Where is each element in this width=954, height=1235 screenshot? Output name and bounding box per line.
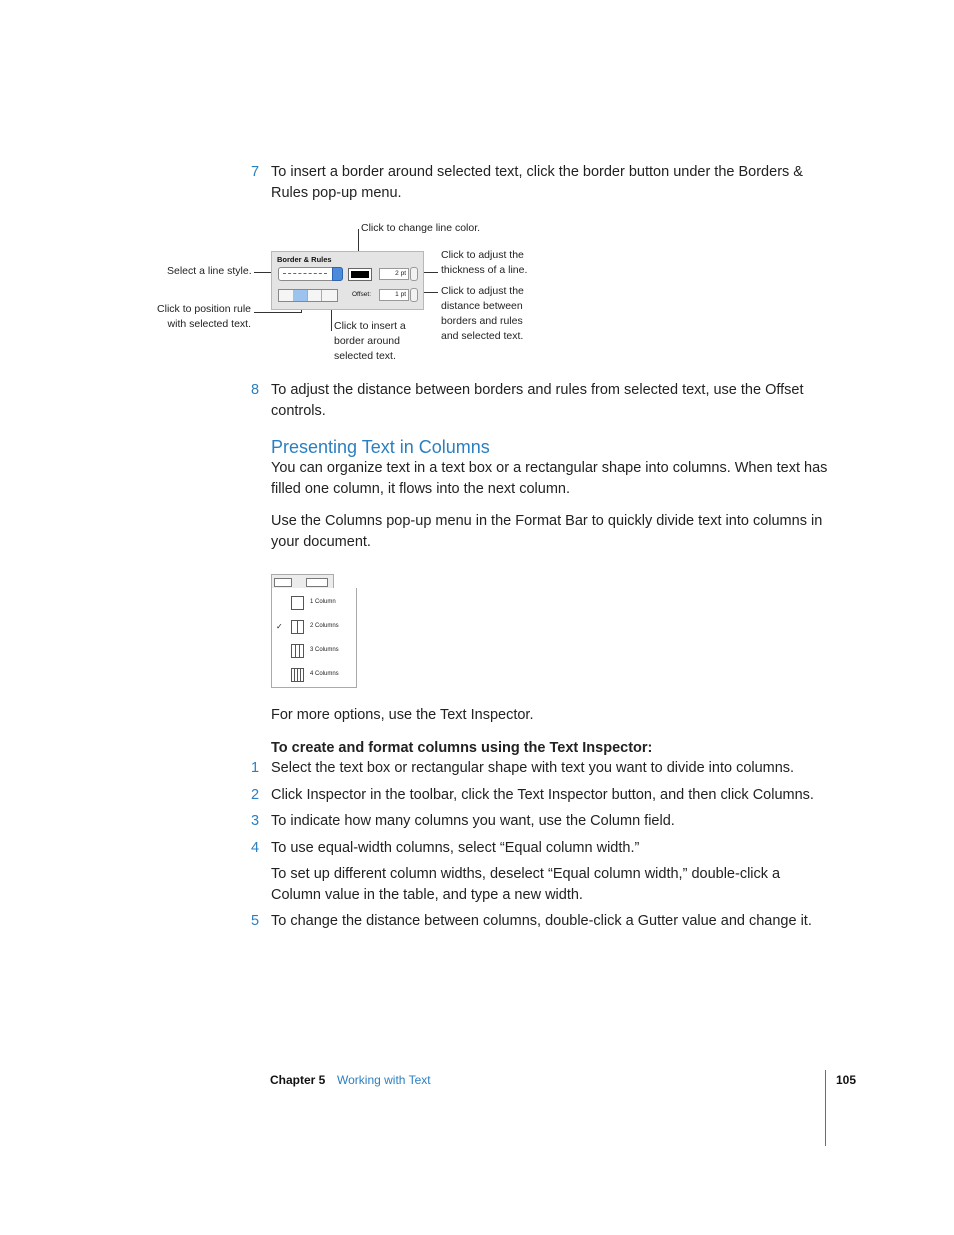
menu-item-2-columns[interactable] xyxy=(272,617,356,637)
callout-line: Click to adjust the xyxy=(441,285,524,297)
paragraph: Use the Columns pop-up menu in the Format Bar to quickly divide text into columns in your document. xyxy=(271,513,823,550)
thickness-stepper[interactable] xyxy=(410,267,418,281)
list-popup-button[interactable] xyxy=(306,578,328,587)
thickness-field[interactable]: 2 pt xyxy=(379,268,409,280)
menu-item-label: 3 Columns xyxy=(310,647,339,653)
callout-line: distance between xyxy=(441,300,523,312)
columns-popup-button[interactable] xyxy=(274,578,292,587)
offset-stepper[interactable] xyxy=(410,288,418,302)
callout-line: with selected text. xyxy=(167,318,251,330)
rule-bottom-button[interactable] xyxy=(307,290,322,301)
callout-line: borders and rules xyxy=(441,315,523,327)
step-text: Select the text box or rectangular shape with text you want to divide into columns. xyxy=(271,760,795,776)
line-color-well[interactable] xyxy=(348,268,372,281)
paragraph: For more options, use the Text Inspector. xyxy=(271,707,534,723)
menu-item-label: 1 Column xyxy=(310,599,336,605)
offset-field[interactable]: 1 pt xyxy=(379,289,409,301)
step-number: 7 xyxy=(251,164,260,180)
border-box-button[interactable] xyxy=(321,290,335,301)
menu-item-label: 4 Columns xyxy=(310,671,339,677)
step-number: 5 xyxy=(251,913,260,929)
callout-line: selected text. xyxy=(334,350,396,362)
border-rules-panel xyxy=(271,251,424,310)
step-number: 2 xyxy=(251,787,260,803)
step-text: Click Inspector in the toolbar, click the Text Inspector button, and then click Columns. xyxy=(271,787,814,803)
paragraph: You can organize text in a text box or a rectangular shape into columns. When text has filled one column, it flows into the next column. xyxy=(271,460,828,497)
section-heading: Presenting Text in Columns xyxy=(271,437,490,457)
footer-chapter: Chapter 5 xyxy=(270,1073,326,1087)
checkmark-icon: ✓ xyxy=(276,622,283,631)
step-text: To insert a border around selected text, click the border button under the Borders & Rules pop-up menu. xyxy=(271,164,803,201)
callout-line: Click to insert a xyxy=(334,320,406,332)
line-style-popup[interactable] xyxy=(278,267,343,281)
step-number: 3 xyxy=(251,813,260,829)
columns-menu xyxy=(271,588,357,688)
rule-position-buttons xyxy=(278,289,338,302)
offset-label: Offset: xyxy=(352,291,372,298)
procedure-title: To create and format columns using the Text Inspector: xyxy=(271,740,653,756)
step-note: To set up different column widths, deselect “Equal column width,” double-click a Column value in the table, and type a new width. xyxy=(271,866,781,903)
four-columns-icon xyxy=(291,668,304,682)
rule-middle-button[interactable] xyxy=(293,290,308,301)
three-columns-icon xyxy=(291,644,304,658)
menu-item-3-columns[interactable] xyxy=(272,641,356,661)
menu-item-label: 2 Columns xyxy=(310,623,339,629)
footer-chapter-title: Working with Text xyxy=(337,1073,431,1087)
step-text: To change the distance between columns, double-click a Gutter value and change it. xyxy=(271,913,812,929)
callout-line: Click to adjust the xyxy=(441,249,524,261)
rule-top-button[interactable] xyxy=(279,290,294,301)
page-number: 105 xyxy=(836,1073,857,1087)
step-text: To adjust the distance between borders and rules from selected text, use the Offset controls. xyxy=(271,382,804,419)
callout-line: thickness of a line. xyxy=(441,264,528,276)
callout-insert-border xyxy=(334,319,406,364)
step-text: To indicate how many columns you want, use the Column field. xyxy=(271,813,675,829)
step-number: 8 xyxy=(251,382,260,398)
callout-thickness xyxy=(441,248,527,278)
menu-item-1-column[interactable] xyxy=(272,593,356,613)
footer-divider xyxy=(825,1070,826,1146)
callout-line: and selected text. xyxy=(441,330,524,342)
step-number: 1 xyxy=(251,760,260,776)
menu-item-4-columns[interactable] xyxy=(272,665,356,685)
one-column-icon xyxy=(291,596,304,610)
callout-distance xyxy=(441,284,524,344)
callout-line: border around xyxy=(334,335,400,347)
two-columns-icon xyxy=(291,620,304,634)
callout-line-style: Select a line style. xyxy=(167,265,252,277)
callout-line: Click to position rule xyxy=(157,303,251,315)
popup-arrows-icon xyxy=(332,267,343,281)
step-number: 4 xyxy=(251,840,260,856)
step-text: To use equal-width columns, select “Equal column width.” xyxy=(271,840,640,856)
callout-line-color: Click to change line color. xyxy=(361,222,481,234)
panel-title: Border & Rules xyxy=(277,255,332,264)
callout-position-rule xyxy=(153,302,251,332)
